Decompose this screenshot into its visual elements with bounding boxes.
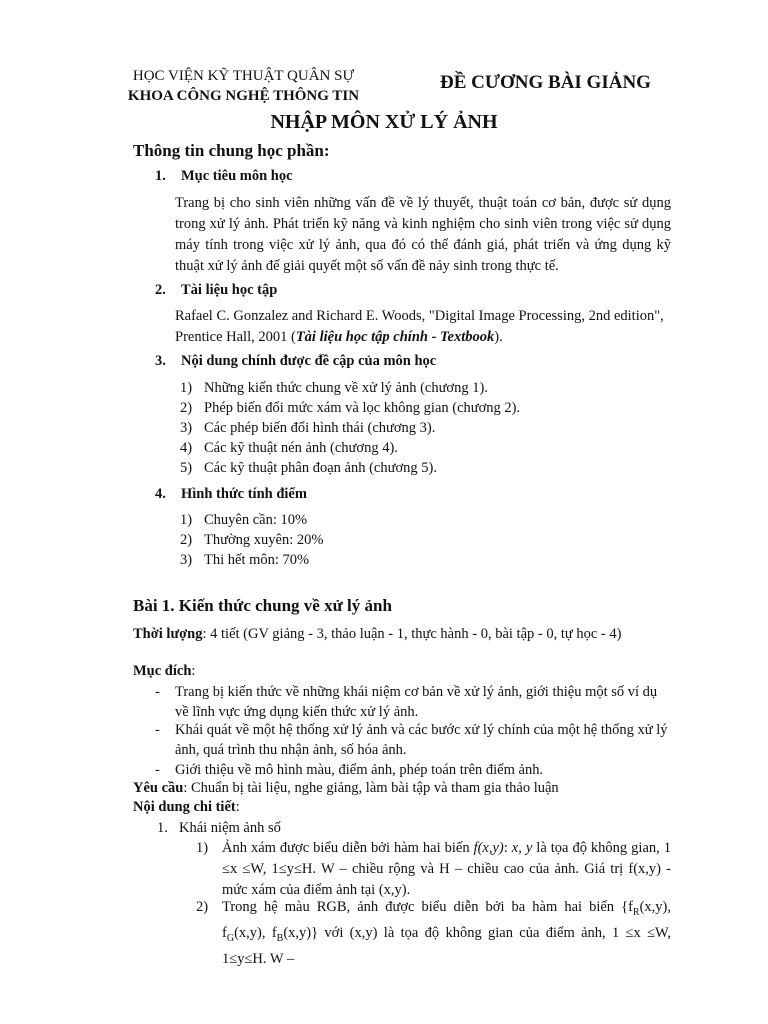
grading-number: 4. bbox=[155, 486, 166, 502]
requirement-text: : Chuẩn bị tài liệu, nghe giảng, làm bài tập và tham gia thảo luận bbox=[183, 780, 559, 796]
materials-citation: Rafael C. Gonzalez and Richard E. Woods, "Digital Image Processing, 2nd edition", Prentice Hall, 2001 ( bbox=[175, 308, 664, 345]
detail-item: 1. Khái niệm ảnh số bbox=[157, 820, 281, 836]
purpose-item: - Trang bị kiến thức về những khái niệm cơ bản về xử lý ảnh, giới thiệu một số ví dụ về lĩnh vực ứng dụng kiến thức xử lý ảnh. bbox=[155, 684, 658, 720]
duration-label: Thời lượng bbox=[133, 626, 203, 642]
materials-heading bbox=[155, 282, 277, 299]
objective-heading bbox=[155, 168, 293, 185]
list-item: 2) Thường xuyên: 20% bbox=[180, 532, 324, 548]
grading-label: Hình thức tính điểm bbox=[181, 486, 307, 502]
detail-label: Nội dung chi tiết bbox=[133, 799, 236, 815]
list-item: 2) Phép biến đổi mức xám và lọc không gian (chương 2). bbox=[180, 400, 521, 416]
general-info-heading: Thông tin chung học phần: bbox=[133, 141, 330, 160]
content-label: Nội dung chính được đề cập của môn học bbox=[181, 353, 437, 369]
materials-textbook-note: Tài liệu học tập chính - Textbook bbox=[295, 329, 495, 345]
purpose-item: - Khái quát về một hệ thống xử lý ảnh và các bước xử lý chính của một hệ thống xử lý ảnh, quá trình thu nhận ảnh, số hóa ảnh. bbox=[155, 722, 668, 758]
lesson-duration bbox=[133, 624, 621, 644]
list-item: 5) Các kỹ thuật phân đoạn ảnh (chương 5). bbox=[180, 460, 437, 476]
materials-text bbox=[175, 306, 671, 348]
content-list bbox=[180, 378, 520, 478]
lesson-detail: Nội dung chi tiết: bbox=[133, 799, 240, 815]
objective-number: 1. bbox=[155, 168, 166, 184]
document-type: ĐỀ CƯƠNG BÀI GIẢNG bbox=[440, 72, 651, 93]
list-item: 3) Các phép biến đổi hình thái (chương 3). bbox=[180, 420, 436, 436]
materials-number: 2. bbox=[155, 282, 166, 298]
list-item: 4) Các kỹ thuật nén ảnh (chương 4). bbox=[180, 440, 398, 456]
lesson-title: Bài 1. Kiến thức chung về xử lý ảnh bbox=[133, 596, 392, 615]
materials-citation-end: ). bbox=[494, 329, 503, 345]
purpose-label: Mục đích bbox=[133, 663, 192, 679]
objective-text: Trang bị cho sinh viên những vấn đề về lý thuyết, thuật toán cơ bản, được sử dụng trong xử lý ảnh. Phát triển kỹ năng và kinh nghiệm cho sinh viên trong việc sử dụng máy tính trong việc xử lý ảnh, qua đó có thể đánh giá, phát triển và ứng dụng kỹ thuật xử lý ảnh để giải quyết một số vấn đề nảy sinh trong thực tế. bbox=[175, 195, 671, 274]
purpose-item: - Giới thiệu về mô hình màu, điểm ảnh, phép toán trên điểm ảnh. bbox=[155, 762, 544, 778]
grading-heading bbox=[155, 486, 307, 503]
faculty-name: KHOA CÔNG NGHỆ THÔNG TIN bbox=[127, 88, 360, 104]
materials-label: Tài liệu học tập bbox=[181, 282, 278, 298]
grading-list bbox=[180, 510, 323, 570]
course-title: NHẬP MÔN XỬ LÝ ẢNH bbox=[270, 111, 498, 133]
lesson-purpose: Mục đích: bbox=[133, 663, 196, 679]
detail-subitem-grayscale: 1) Ảnh xám được biểu diễn bởi hàm hai biến f(x,y): x, y là tọa độ không gian, 1 ≤x ≤W, 1≤y≤H. W – chiều rộng và H – chiều cao của ảnh. Giá trị f(x,y) - mức xám của điểm ảnh tại (x,y). bbox=[196, 840, 672, 898]
list-item: 1) Chuyên cần: 10% bbox=[180, 512, 308, 528]
content-number: 3. bbox=[155, 353, 166, 369]
objective-label: Mục tiêu môn học bbox=[181, 168, 293, 184]
content-heading bbox=[155, 353, 436, 370]
list-item: 3) Thi hết môn: 70% bbox=[180, 552, 310, 568]
list-item: 1) Những kiến thức chung về xử lý ảnh (chương 1). bbox=[180, 380, 488, 396]
lesson-requirement bbox=[133, 778, 559, 798]
institute-name: HỌC VIỆN KỸ THUẬT QUÂN SỰ bbox=[132, 68, 355, 84]
detail-subitem-rgb: 2) Trong hệ màu RGB, ảnh được biểu diễn bởi ba hàm hai biến {$f_R(x,y)$, $f_G(x,y)$, $f_B(x,y)$} với (x,y) là tọa độ không gian của điểm ảnh, 1 ≤x ≤W, 1≤y≤H. W – bbox=[196, 899, 672, 967]
duration-text: : 4 tiết (GV giảng - 3, thảo luận - 1, thực hành - 0, bài tập - 0, tự học - 4) bbox=[202, 626, 622, 642]
requirement-label: Yêu cầu bbox=[133, 780, 184, 796]
